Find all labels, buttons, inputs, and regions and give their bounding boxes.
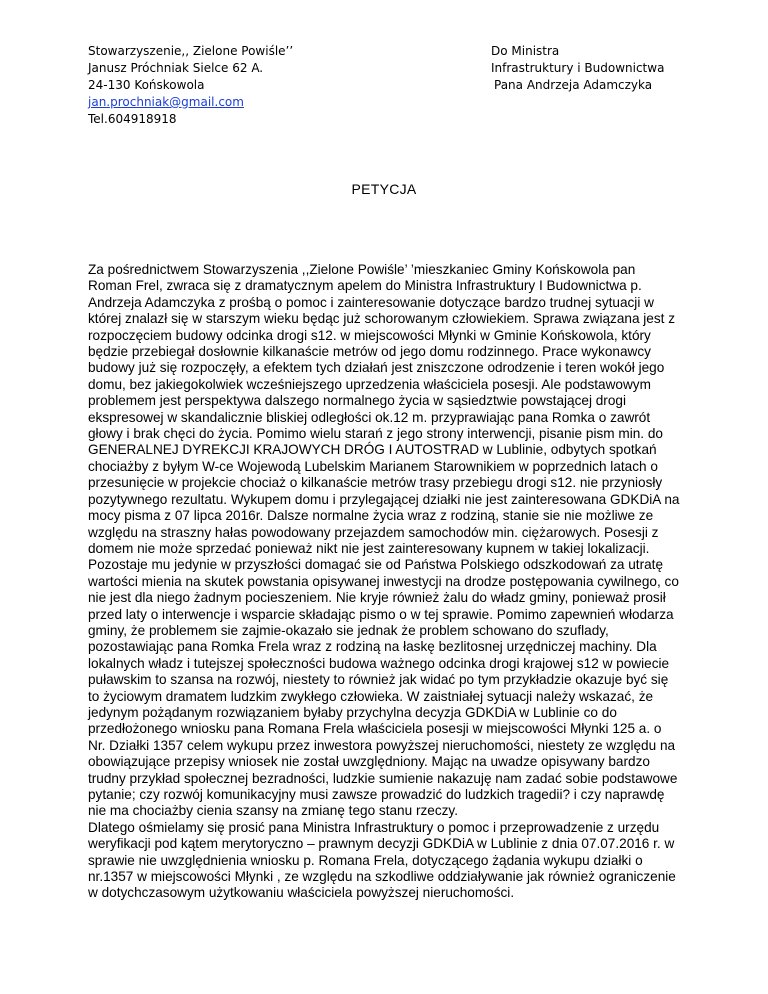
sender-name-address: Janusz Próchniak Sielce 62 A. — [88, 61, 264, 75]
body-paragraph-1: Za pośrednictwem Stowarzyszenia ,,Zielone Powiśle’ ’mieszkaniec Gminy Końskowola pan Roman Frel, zwraca się z dramatycznym apelem do Ministra Infrastruktury I Budownictwa p. Andrzeja Adamczyka z prośbą o pomoc i zainteresowanie dotyczące bardzo trudnej sytuacji w której znalazł się w starszym wieku będąc już schorowanym człowiekiem. Sprawa związana jest z rozpoczęciem budowy odcinka drogi s12. w miejscowości Młynki w Gminie Końskowola, który będzie przebiegał dosłownie kilkanaście metrów od jego domu rodzinnego. Prace wykonawcy budowy już się rozpoczęły, a efektem tych działań jest zniszczone odrodzenie i teren wokół jego domu, bez jakiegokolwiek wcześniejszego uprzedzenia właściciela posesji. Ale podstawowym problemem jest perspektywa dalszego normalnego życia w sąsiedztwie powstającej drogi ekspresowej w skandalicznie bliskiej odległości ok.12 m. przyprawiając pana Romka o zawrót głowy i brak chęci do życia. Pomimo wielu starań z jego strony interwencji, pisanie pism min. do GENERALNEJ DYREKCJI KRAJOWYCH DRÓG I AUTOSTRAD w Lublinie, odbytych spotkań chociażby z byłym W-ce Wojewodą Lubelskim Marianem Starownikiem w poprzednich latach o przesunięcie w projekcie chociaż o kilkanaście metrów trasy przebiegu drogi s12. nie przyniosły pozytywnego rezultatu. Wykupem domu i przylegającej działki nie jest zainteresowana GDKDiA na mocy pisma z 07 lipca 2016r. Dalsze normalne życia wraz z rodziną, stanie sie nie możliwe ze względu na straszny hałas powodowany przejazdem samochodów min. ciężarowych. Posesji z domem nie może sprzedać ponieważ nikt nie jest zainteresowany kupnem w takiej lokalizacji. Pozostaje mu jedynie w przyszłości domagać sie od Państwa Polskiego odszkodowań za utratę wartości mienia na skutek powstania opisywanej inwestycji na drodze postępowania cywilnego, co nie jest dla niego żadnym pocieszeniem. Nie kryje również żalu do władz gminy, ponieważ prosił przed laty o interwencje i wsparcie składając pismo o w tej sprawie. Pomimo zapewnień włodarza gminy, że problemem sie zajmie-okazało sie jednak że problem schowano do szuflady, pozostawiając pana Romka Frela wraz z rodziną na łaskę bezlitosnej urzędniczej machiny. Dla lokalnych władz i tutejszej społeczności budowa ważnego odcinka drogi krajowej s12 w powiecie puławskim to szansa na rozwój, niestety to również jak widać po tym przykładzie okazuje być się to życiowym dramatem ludzkim zwykłego człowieka. W zaistniałej sytuacji należy wskazać, że jedynym pożądanym rozwiązaniem byłaby przychylna decyzja GDKDiA w Lublinie co do przedłożonego wniosku pana Romana Frela właściciela posesji w miejscowości Młynki 125 a. o Nr. Działki 1357 celem wykupu przez inwestora powyższej nieruchomości, niestety ze względu na obowiązujące przepisy wniosek nie został uwzględniony. Mając na uwadze opisywany bardzo trudny przykład społecznej bezradności, ludzkie sumienie nakazuję nam zadać sobie podstawowe pytanie; czy rozwój komunikacyjny musi zawsze prowadzić do ludzkich tragedii? i czy naprawdę nie ma chociażby cienia szansy na zmianę tego stanu rzeczy. — [88, 262, 680, 819]
sender-block — [88, 43, 293, 128]
recipient-block — [491, 43, 664, 94]
sender-organization: Stowarzyszenie,, Zielone Powiśle’’ — [88, 44, 294, 58]
recipient-line-1: Do Ministra — [491, 44, 560, 58]
document-title: PETYCJA — [351, 181, 417, 197]
petition-body — [88, 262, 682, 902]
sender-phone: Tel.604918918 — [88, 112, 177, 126]
sender-email-link[interactable]: jan.prochniak@gmail.com — [88, 95, 244, 109]
recipient-line-3: Pana Andrzeja Adamczyka — [494, 78, 653, 92]
sender-email-row — [88, 94, 293, 111]
sender-postal-city: 24-130 Końskowola — [88, 78, 205, 92]
body-paragraph-2: Dlatego ośmielamy się prosić pana Ministra Infrastruktury o pomoc i przeprowadzenie z urzędu weryfikacji pod kątem merytoryczno – prawnym decyzji GDKDiA w Lublinie z dnia 07.07.2016 r. w sprawie nie uwzględnienia wniosku p. Romana Frela, dotyczącego żądania wykupu działki o nr.1357 w miejscowości Młynki , ze względu na szkodliwe oddziaływanie jak również ograniczenie w dotychczasowym użytkowaniu właściciela powyższej nieruchomości. — [88, 819, 676, 901]
recipient-line-2: Infrastruktury i Budownictwa — [491, 61, 665, 75]
